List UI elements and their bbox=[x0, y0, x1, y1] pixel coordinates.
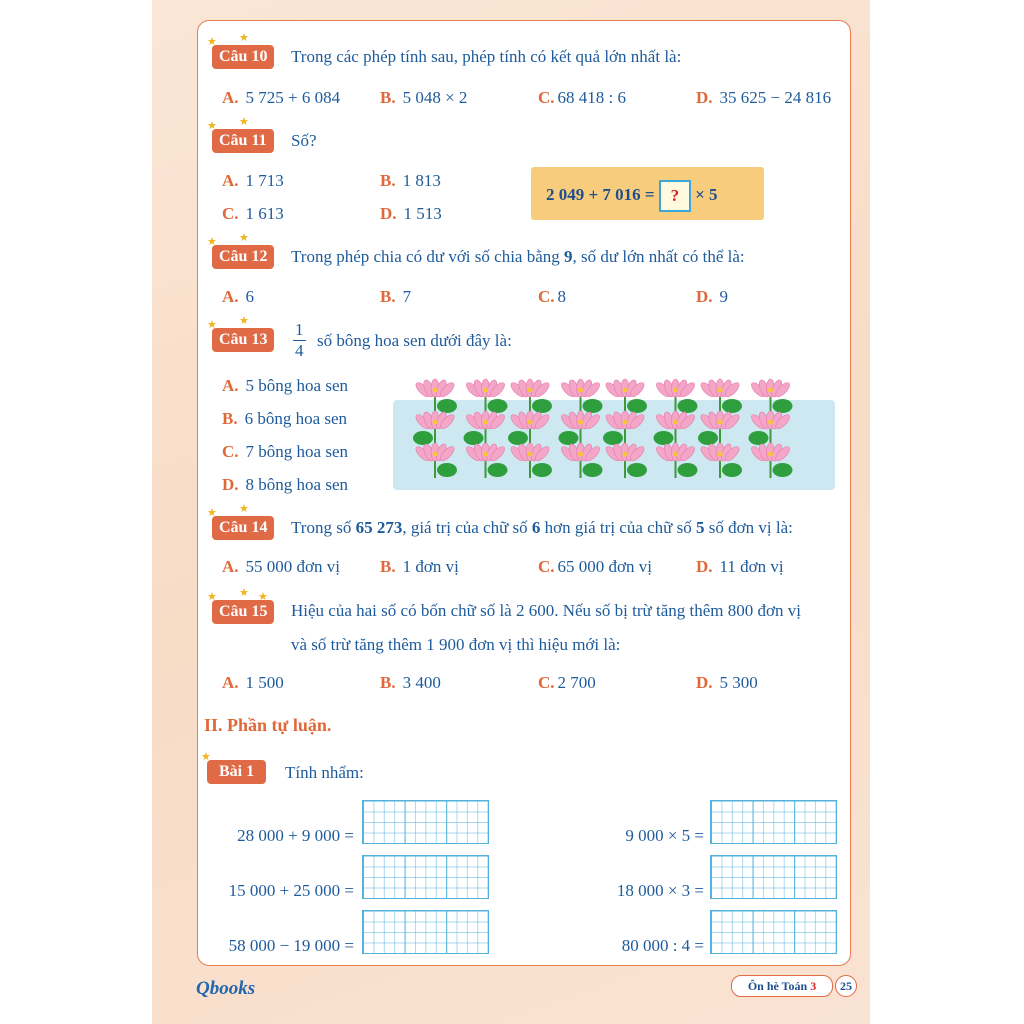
lotus-leaf bbox=[603, 431, 623, 445]
lotus-leaf bbox=[678, 399, 698, 413]
question-badge: Câu 15 bbox=[212, 600, 274, 624]
lotus-leaf bbox=[464, 431, 484, 445]
page-number: 25 bbox=[835, 975, 857, 997]
option-d: D. 8 bông hoa sen bbox=[222, 475, 348, 494]
option-c: C. 68 418 : 6 bbox=[538, 88, 627, 107]
lotus-flower bbox=[559, 411, 602, 431]
lotus-flower bbox=[654, 411, 697, 431]
star-icon: ★ bbox=[239, 232, 249, 244]
lotus-leaf bbox=[773, 463, 793, 477]
lotus-flower bbox=[559, 379, 602, 399]
star-icon: ★ bbox=[239, 116, 249, 128]
option-a: A. 55 000 đơn vị bbox=[222, 557, 340, 576]
lotus-leaf bbox=[678, 463, 698, 477]
lotus-flower bbox=[559, 443, 602, 463]
option-c: C. 7 bông hoa sen bbox=[222, 442, 348, 461]
lotus-leaf bbox=[627, 463, 647, 477]
book-title: Ôn hè Toán 3 bbox=[731, 975, 833, 997]
lotus-flower bbox=[654, 379, 697, 399]
lotus-leaf bbox=[773, 399, 793, 413]
lotus-leaf bbox=[559, 431, 579, 445]
publisher-logo: Qbooks bbox=[196, 978, 256, 999]
option-b: B. 3 400 bbox=[380, 673, 441, 692]
lotus-leaf bbox=[437, 463, 457, 477]
lotus-flower bbox=[604, 379, 647, 399]
option-a: A. 1 500 bbox=[222, 673, 284, 692]
question-text: Số? bbox=[291, 131, 317, 150]
question-badge: Câu 10 bbox=[212, 45, 274, 69]
exercise-badge: Bài 1 bbox=[207, 760, 266, 784]
lotus-leaf bbox=[583, 463, 603, 477]
option-d: D. 35 625 − 24 816 bbox=[696, 88, 832, 107]
lotus-flower bbox=[699, 411, 742, 431]
lotus-flower bbox=[414, 411, 457, 431]
lotus-leaf bbox=[654, 431, 674, 445]
lotus-leaf bbox=[437, 399, 457, 413]
answer-grid[interactable] bbox=[362, 855, 489, 899]
option-b: B. 7 bbox=[380, 287, 412, 306]
expression: 80 000 : 4 = bbox=[621, 936, 704, 955]
expression: 15 000 + 25 000 = bbox=[228, 881, 354, 900]
star-icon: ★ bbox=[207, 319, 217, 331]
option-c: C. 8 bbox=[538, 287, 567, 306]
option-c: C. 65 000 đơn vị bbox=[538, 557, 652, 576]
lotus-flower bbox=[414, 379, 457, 399]
lotus-flower bbox=[604, 443, 647, 463]
answer-grid[interactable] bbox=[710, 910, 837, 954]
option-d: D. 11 đơn vị bbox=[696, 557, 784, 576]
option-b: B. 1 đơn vị bbox=[380, 557, 459, 576]
section-heading: II. Phần tự luận. bbox=[204, 715, 332, 735]
star-icon: ★ bbox=[239, 587, 249, 599]
option-b: B. 1 813 bbox=[380, 171, 441, 190]
lotus-leaf bbox=[627, 399, 647, 413]
option-a: A. 1 713 bbox=[222, 171, 284, 190]
star-icon: ★ bbox=[207, 507, 217, 519]
expression: 18 000 × 3 = bbox=[616, 881, 704, 900]
lotus-flower bbox=[464, 411, 507, 431]
answer-grid[interactable] bbox=[710, 855, 837, 899]
lotus-leaf bbox=[698, 431, 718, 445]
option-d: D. 5 300 bbox=[696, 673, 758, 692]
star-icon: ★ bbox=[207, 591, 217, 603]
lotus-flower bbox=[749, 411, 792, 431]
star-icon: ★ bbox=[239, 503, 249, 515]
option-c: C. 2 700 bbox=[538, 673, 596, 692]
answer-grid[interactable] bbox=[362, 800, 489, 844]
lotus-flower bbox=[464, 443, 507, 463]
question-badge: Câu 12 bbox=[212, 245, 274, 269]
question-text: Trong phép chia có dư với số chia bằng 9, số dư lớn nhất có thể là: bbox=[291, 247, 745, 266]
option-a: A. 5 725 + 6 084 bbox=[222, 88, 341, 107]
question-text-line1: Hiệu của hai số có bốn chữ số là 2 600. Nếu số bị trừ tăng thêm 800 đơn vị bbox=[291, 601, 801, 620]
lotus-flower bbox=[604, 411, 647, 431]
option-a: A. 6 bbox=[222, 287, 255, 306]
question-text: số bông hoa sen dưới đây là: bbox=[317, 331, 512, 350]
lotus-flower bbox=[654, 443, 697, 463]
option-d: D. 1 513 bbox=[380, 204, 442, 223]
star-icon: ★ bbox=[239, 315, 249, 327]
answer-grid[interactable] bbox=[362, 910, 489, 954]
question-text-line2: và số trừ tăng thêm 1 900 đơn vị thì hiệu mới là: bbox=[291, 635, 621, 654]
lotus-flowers bbox=[393, 370, 835, 490]
lotus-flower bbox=[749, 379, 792, 399]
option-b: B. 5 048 × 2 bbox=[380, 88, 468, 107]
expression: 9 000 × 5 = bbox=[625, 826, 704, 845]
lotus-flower bbox=[699, 379, 742, 399]
question-badge: Câu 14 bbox=[212, 516, 274, 540]
answer-grid[interactable] bbox=[710, 800, 837, 844]
lotus-leaf bbox=[508, 431, 528, 445]
option-c: C. 1 613 bbox=[222, 204, 284, 223]
star-icon: ★ bbox=[207, 120, 217, 132]
lotus-flower bbox=[509, 411, 552, 431]
question-badge: Câu 13 bbox=[212, 328, 274, 352]
lotus-leaf bbox=[722, 399, 742, 413]
equation-box: 2 049 + 7 016 = ? × 5 bbox=[531, 167, 764, 220]
lotus-flower bbox=[699, 443, 742, 463]
lotus-leaf bbox=[488, 399, 508, 413]
lotus-leaf bbox=[583, 399, 603, 413]
lotus-flower bbox=[414, 443, 457, 463]
lotus-leaf bbox=[749, 431, 769, 445]
question-text: Trong các phép tính sau, phép tính có kết quả lớn nhất là: bbox=[291, 47, 682, 66]
lotus-flower bbox=[509, 443, 552, 463]
lotus-leaf bbox=[413, 431, 433, 445]
star-icon: ★ bbox=[207, 36, 217, 48]
question-badge: Câu 11 bbox=[212, 129, 274, 153]
question-text: Trong số 65 273, giá trị của chữ số 6 hơn giá trị của chữ số 5 số đơn vị là: bbox=[291, 518, 793, 537]
lotus-flower bbox=[749, 443, 792, 463]
star-icon: ★ bbox=[239, 32, 249, 44]
option-a: A. 5 bông hoa sen bbox=[222, 376, 348, 395]
lotus-flower bbox=[464, 379, 507, 399]
star-icon: ★ bbox=[207, 236, 217, 248]
lotus-leaf bbox=[722, 463, 742, 477]
exercise-text: Tính nhẩm: bbox=[285, 763, 364, 782]
fraction: 1 4 bbox=[295, 320, 304, 360]
lotus-leaf bbox=[488, 463, 508, 477]
option-d: D. 9 bbox=[696, 287, 729, 306]
expression: 58 000 − 19 000 = bbox=[228, 936, 354, 955]
answer-box[interactable]: ? bbox=[659, 180, 691, 212]
lotus-leaf bbox=[532, 399, 552, 413]
lotus-leaf bbox=[532, 463, 552, 477]
expression: 28 000 + 9 000 = bbox=[237, 826, 354, 845]
option-b: B. 6 bông hoa sen bbox=[222, 409, 348, 428]
star-icon: ★ bbox=[201, 751, 211, 763]
star-icon: ★ bbox=[258, 591, 268, 603]
lotus-flower bbox=[509, 379, 552, 399]
